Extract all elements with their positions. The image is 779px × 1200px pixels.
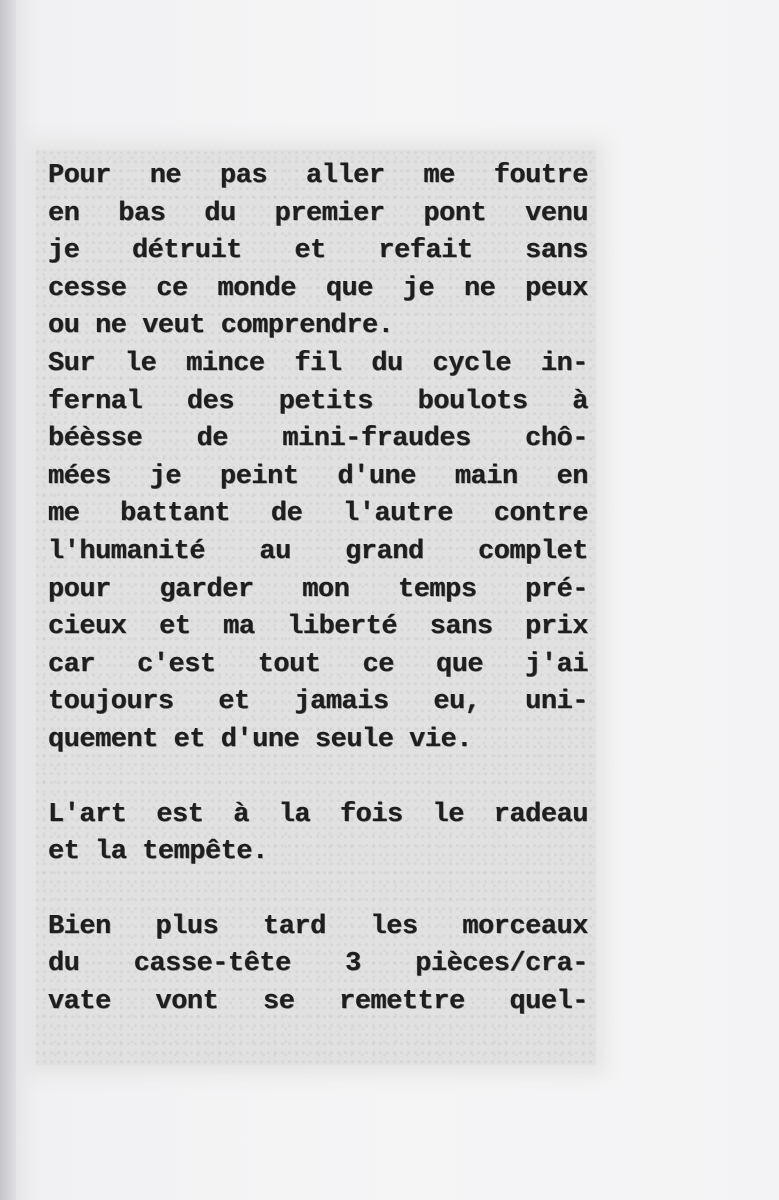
text-line: vate vont se remettre quel-	[48, 986, 588, 1017]
page-gutter	[0, 0, 16, 1200]
text-line: du casse-tête 3 pièces/cra-	[48, 949, 588, 980]
text-line: me battant de l'autre contre	[48, 499, 588, 530]
text-line: je détruit et refait sans	[48, 236, 588, 267]
text-line: toujours et jamais eu, uni-	[48, 687, 588, 718]
text-line: mées je peint d'une main en	[48, 461, 588, 492]
text-line: l'humanité au grand complet	[48, 536, 588, 567]
paragraph-spacer	[48, 872, 588, 909]
text-line: en bas du premier pont venu	[48, 198, 588, 229]
text-line: ou ne veut comprendre.	[48, 311, 394, 342]
paragraph-spacer	[48, 760, 588, 797]
paragraph-4	[48, 909, 588, 1022]
text-line: quement et d'une seule vie.	[48, 724, 472, 755]
text-line: Sur le mince fil du cycle in-	[48, 348, 588, 379]
paragraph-1	[48, 158, 588, 346]
text-line: Pour ne pas aller me foutre	[48, 161, 588, 191]
text-line: pour garder mon temps pré-	[48, 574, 588, 605]
text-line: béèsse de mini-fraudes chô-	[48, 424, 588, 455]
typewritten-text	[48, 158, 588, 1021]
paragraph-2	[48, 346, 588, 760]
text-line: cesse ce monde que je ne peux	[48, 273, 588, 304]
text-line: cieux et ma liberté sans prix	[48, 612, 588, 643]
text-line: L'art est à la fois le radeau	[48, 799, 588, 830]
paragraph-3	[48, 797, 588, 872]
text-line: fernal des petits boulots à	[48, 386, 588, 417]
text-line: Bien plus tard les morceaux	[48, 911, 588, 942]
text-line: et la tempête.	[48, 837, 268, 868]
text-line: car c'est tout ce que j'ai	[48, 649, 588, 680]
